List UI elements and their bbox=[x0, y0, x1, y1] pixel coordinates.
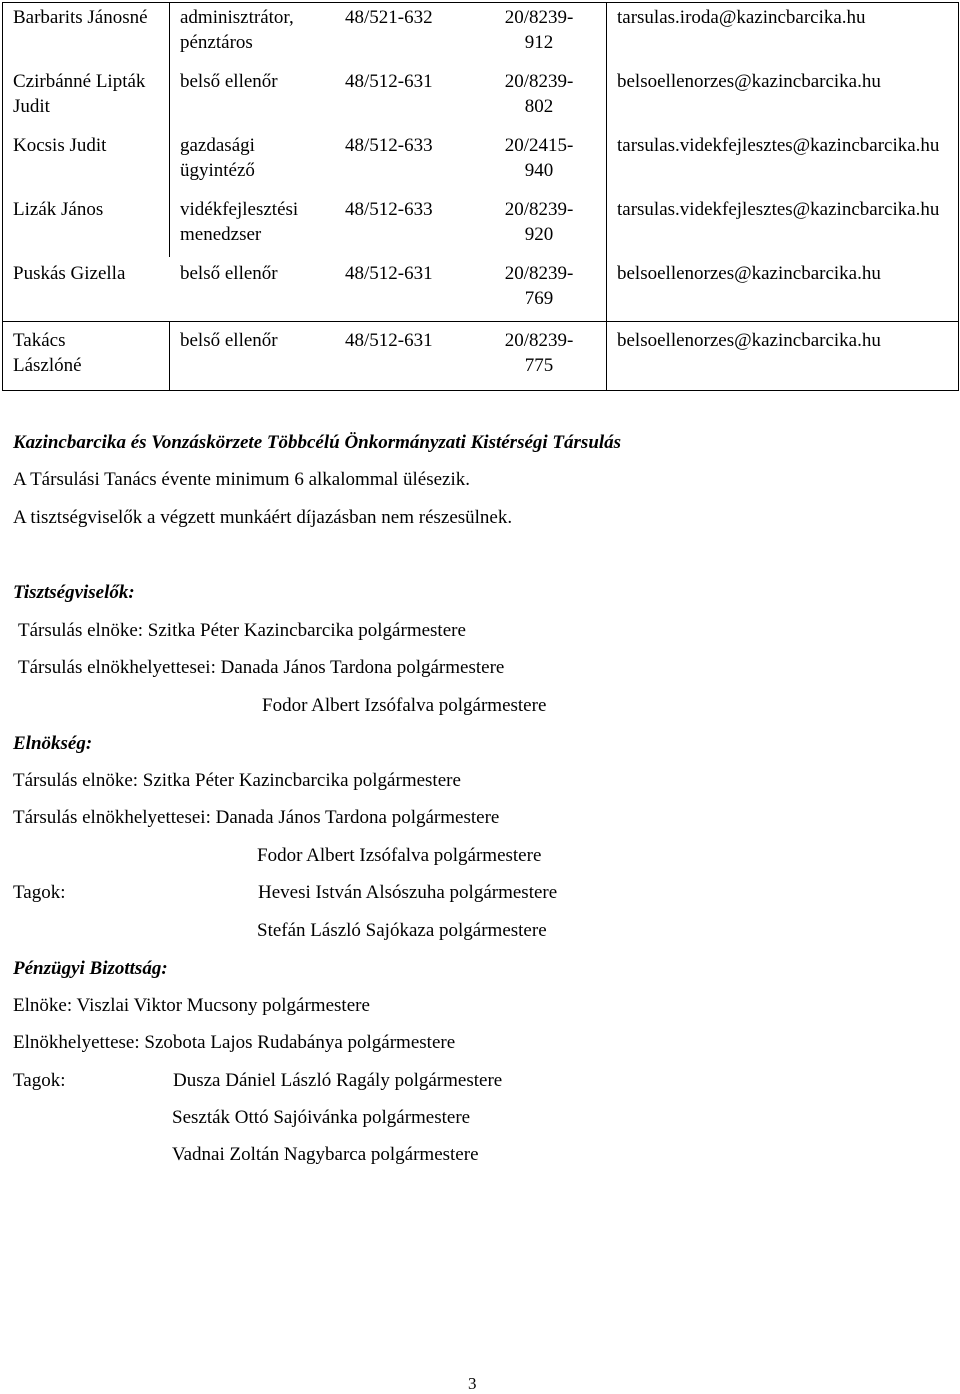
finance-committee-chair: Elnöke: Viszlai Viktor Mucsony polgármestere bbox=[13, 995, 370, 1016]
presidium-member: Stefán László Sajókaza polgármestere bbox=[257, 920, 547, 941]
contact-role: belső ellenőr bbox=[180, 71, 278, 92]
contact-name: Barbarits Jánosné bbox=[13, 7, 148, 28]
contact-email: belsoellenorzes@kazincbarcika.hu bbox=[617, 263, 881, 284]
contact-name: Lizák János bbox=[13, 199, 104, 220]
table-row bbox=[3, 259, 958, 321]
contact-phone: 48/512-631 bbox=[345, 71, 433, 92]
presidium-members-label: Tagok: bbox=[13, 882, 66, 903]
contact-mobile: 20/2415-940 bbox=[504, 135, 574, 181]
contact-email: tarsulas.videkfejlesztes@kazincbarcika.hu bbox=[617, 135, 940, 156]
table-row bbox=[3, 3, 958, 67]
row-divider bbox=[3, 321, 958, 322]
finance-committee-vice: Elnökhelyettese: Szobota Lajos Rudabánya polgármestere bbox=[13, 1032, 456, 1053]
contact-name: Puskás Gizella bbox=[13, 263, 126, 284]
finance-committee-member: Dusza Dániel László Ragály polgármestere bbox=[173, 1070, 503, 1091]
table-row bbox=[3, 323, 958, 389]
contact-email: belsoellenorzes@kazincbarcika.hu bbox=[617, 71, 881, 92]
presidium-vice-presidents: Társulás elnökhelyettesei: Danada János Tardona polgármestere bbox=[13, 807, 500, 828]
presidium-president: Társulás elnöke: Szitka Péter Kazincbarcika polgármestere bbox=[13, 770, 461, 791]
association-title: Kazincbarcika és Vonzáskörzete Többcélú Önkormányzati Kistérségi Társulás bbox=[13, 432, 622, 453]
council-meetings-text: A Társulási Tanács évente minimum 6 alkalommal ülésezik. bbox=[13, 469, 471, 490]
officials-vice-presidents: Társulás elnökhelyettesei: Danada János Tardona polgármestere bbox=[18, 657, 505, 678]
table-row bbox=[3, 195, 958, 259]
contact-mobile: 20/8239-769 bbox=[504, 263, 574, 309]
contact-name: Kocsis Judit bbox=[13, 135, 107, 156]
contact-mobile: 20/8239-912 bbox=[504, 7, 574, 53]
presidium-vice-president-2: Fodor Albert Izsófalva polgármestere bbox=[257, 845, 542, 866]
officials-president: Társulás elnöke: Szitka Péter Kazincbarcika polgármestere bbox=[18, 620, 466, 641]
presidium-heading: Elnökség: bbox=[13, 733, 93, 754]
finance-committee-member: Vadnai Zoltán Nagybarca polgármestere bbox=[172, 1144, 479, 1165]
contact-email: tarsulas.iroda@kazincbarcika.hu bbox=[617, 7, 866, 28]
contact-email: belsoellenorzes@kazincbarcika.hu bbox=[617, 330, 881, 351]
contact-phone: 48/512-633 bbox=[345, 135, 433, 156]
table-row bbox=[3, 67, 958, 131]
contact-mobile: 20/8239-775 bbox=[504, 330, 574, 376]
contact-phone: 48/512-631 bbox=[345, 263, 433, 284]
contact-phone: 48/512-631 bbox=[345, 330, 433, 351]
contact-role: gazdasági ügyintéző bbox=[180, 135, 255, 181]
presidium-member: Hevesi István Alsószuha polgármestere bbox=[258, 882, 558, 903]
contact-role: vidékfejlesztési menedzser bbox=[180, 199, 299, 245]
finance-committee-members-label: Tagok: bbox=[13, 1070, 66, 1091]
contact-name: Czirbánné Lipták Judit bbox=[13, 71, 146, 117]
contact-role: belső ellenőr bbox=[180, 263, 278, 284]
officials-heading: Tisztségviselők: bbox=[13, 582, 135, 603]
contact-phone: 48/512-633 bbox=[345, 199, 433, 220]
contact-role: adminisztrátor, pénztáros bbox=[180, 7, 294, 53]
contacts-table bbox=[2, 2, 959, 391]
table-row bbox=[3, 131, 958, 195]
contact-mobile: 20/8239-802 bbox=[504, 71, 574, 117]
contact-name: Takács Lászlóné bbox=[13, 330, 82, 376]
remuneration-text: A tisztségviselők a végzett munkáért díjazásban nem részesülnek. bbox=[13, 507, 513, 528]
finance-committee-member: Seszták Ottó Sajóivánka polgármestere bbox=[172, 1107, 471, 1128]
contact-email: tarsulas.videkfejlesztes@kazincbarcika.hu bbox=[617, 199, 940, 220]
contact-phone: 48/521-632 bbox=[345, 7, 433, 28]
contact-mobile: 20/8239-920 bbox=[504, 199, 574, 245]
page-number: 3 bbox=[468, 1374, 477, 1393]
finance-committee-heading: Pénzügyi Bizottság: bbox=[13, 958, 168, 979]
contact-role: belső ellenőr bbox=[180, 330, 278, 351]
officials-vice-president-2: Fodor Albert Izsófalva polgármestere bbox=[262, 695, 547, 716]
